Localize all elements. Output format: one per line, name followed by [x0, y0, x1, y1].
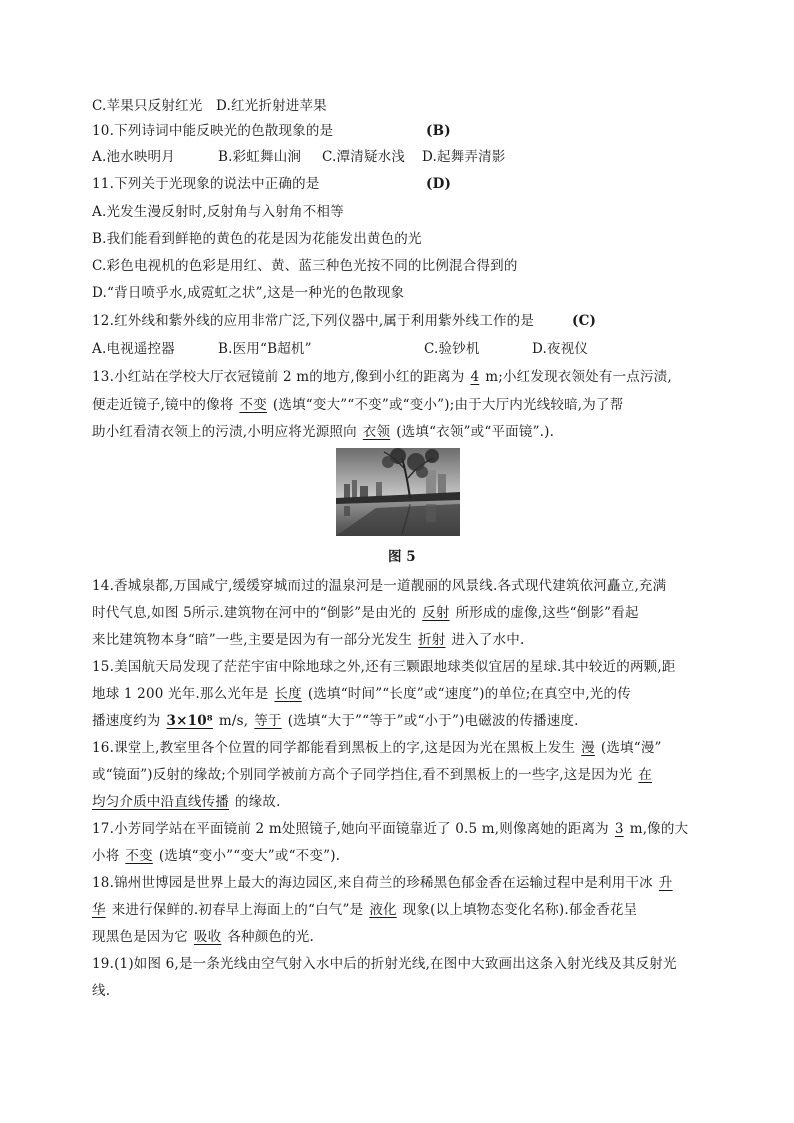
q15-line3	[92, 712, 732, 730]
q12-options	[92, 340, 732, 358]
blank-answer: 不变	[125, 848, 153, 864]
option-a: A.电视遥控器	[92, 341, 175, 357]
text: 助小红看清衣领上的污渍,小明应将光源照向	[92, 424, 357, 440]
text: (选填“衣领”或“平面镜”.).	[396, 424, 555, 440]
text: 播速度约为	[92, 713, 161, 729]
blank-answer: 液化	[369, 902, 397, 918]
river-reflection-photo	[336, 448, 460, 536]
text: 便走近镜子,镜中的像将	[92, 397, 234, 413]
text: 的缘故.	[235, 794, 281, 810]
text: 所形成的虚像,这些“倒影”看起	[455, 605, 639, 621]
blank-answer: 4	[470, 369, 480, 385]
blank-answer: 反射	[422, 605, 450, 621]
q14-line3	[92, 631, 732, 649]
q16-line1	[92, 739, 732, 757]
blank-answer: 漫	[581, 740, 595, 756]
q18-line1	[92, 874, 732, 892]
q13-line2	[92, 396, 732, 414]
q11-option-b: B.我们能看到鲜艳的黄色的花是因为花能发出黄色的光	[92, 231, 422, 247]
blank-answer: 长度	[274, 686, 302, 702]
option-c: C.潭清疑水浅	[322, 149, 406, 165]
q11-option-c: C.彩色电视机的色彩是用红、黄、蓝三种色光按不同的比例混合得到的	[92, 258, 518, 274]
text: 时代气息,如图 5所示.建筑物在河中的“倒影”是由光的	[92, 605, 417, 621]
blank-answer: 华	[92, 902, 106, 918]
text: (选填“变小”“变大”或“不变”).	[158, 848, 341, 864]
option-d: D.红光折射进苹果	[215, 98, 327, 114]
q16-line3	[92, 793, 732, 811]
text: 16.课堂上,教室里各个位置的同学都能看到黑板上的字,这是因为光在黑板上发生	[92, 740, 576, 756]
blank-answer: 衣领	[362, 424, 391, 440]
q14-line1: 14.香城泉都,万国咸宁,缓缓穿城而过的温泉河是一道靓丽的风景线.各式现代建筑依河矗立,充满	[92, 578, 667, 594]
q17-line1	[92, 820, 732, 838]
blank-answer: 升	[658, 875, 673, 891]
text: 现象(以上填物态变化名称).郁金香花呈	[402, 902, 638, 918]
text: 现黑色是因为它	[92, 929, 188, 945]
q10-options	[92, 148, 732, 166]
photo-graphic	[336, 448, 460, 536]
blank-answer: 3×10⁸	[166, 713, 213, 729]
blank-answer: 吸收	[193, 929, 222, 945]
option-a: A.池水映明月	[92, 149, 175, 165]
option-c: C.验钞机	[424, 341, 480, 357]
q13-line1	[92, 368, 732, 386]
text: (选填“时间”“长度”或“速度”)的单位;在真空中,光的传	[307, 686, 631, 702]
blank-answer: 均匀介质中沿直线传播	[92, 794, 229, 810]
q19-line2: 线.	[92, 983, 111, 999]
text: 或“镜面”)反射的缘故;个别同学被前方高个子同学挡住,看不到黑板上的一些字,这是因为光	[92, 767, 633, 783]
q9-options-cd	[92, 97, 732, 115]
question-text: 10.下列诗词中能反映光的色散现象的是	[92, 123, 334, 139]
text: m;小红发现衣领处有一点污渍,	[485, 369, 672, 385]
text: 各种颜色的光.	[227, 929, 315, 945]
text: 来比建筑物本身“暗”一些,主要是因为有一部分光发生	[92, 632, 413, 648]
text: (选填“大于”“等于”或“小于”)电磁波的传播速度.	[287, 713, 579, 729]
q16-line2	[92, 766, 732, 784]
option-b: B.医用“B超机”	[218, 341, 312, 357]
q17-line2	[92, 847, 732, 865]
text: (选填“变大”“不变”或“变小”);由于大厅内光线较暗,为了帮	[272, 397, 624, 413]
figure-5-caption: 图 5	[388, 549, 416, 565]
q10-stem	[92, 122, 732, 140]
text: 进入了水中.	[451, 632, 525, 648]
answer: (C)	[572, 313, 597, 329]
text: 地球 1 200 光年.那么光年是	[92, 686, 269, 702]
text: (选填“漫”	[600, 740, 662, 756]
q18-line2	[92, 901, 732, 919]
option-d: D.起舞弄清影	[422, 149, 506, 165]
blank-answer: 3	[614, 821, 624, 837]
q18-line3	[92, 928, 732, 946]
q15-line1: 15.美国航天局发现了茫茫宇宙中除地球之外,还有三颗跟地球类似宜居的星球.其中较近的两颗,距	[92, 659, 676, 675]
answer: (B)	[426, 123, 451, 139]
text: 17.小芳同学站在平面镜前 2 m处照镜子,她向平面镜靠近了 0.5 m,则像离她的距离为	[92, 821, 609, 837]
q13-line3	[92, 423, 732, 441]
question-text: 11.下列关于光现象的说法中正确的是	[92, 176, 320, 192]
q11-stem	[92, 175, 732, 193]
text: m/s,	[218, 713, 249, 729]
text: 小将	[92, 848, 120, 864]
blank-answer: 折射	[418, 632, 446, 648]
q11-option-d: D.“背日喷乎水,成霓虹之状”,这是一种光的色散现象	[92, 285, 405, 301]
text: 18.锦州世博园是世界上最大的海边园区,来自荷兰的珍稀黑色郁金香在运输过程中是利用干冰	[92, 875, 653, 891]
question-text: 12.红外线和紫外线的应用非常广泛,下列仪器中,属于利用紫外线工作的是	[92, 313, 535, 329]
option-b: B.彩虹舞山涧	[218, 149, 302, 165]
q12-stem	[92, 312, 732, 330]
answer: (D)	[426, 176, 452, 192]
blank-answer: 在	[638, 767, 653, 783]
text: m,像的大	[629, 821, 689, 837]
option-c: C.苹果只反射红光	[92, 98, 203, 114]
text: 13.小红站在学校大厅衣冠镜前 2 m的地方,像到小红的距离为	[92, 369, 465, 385]
q15-line2	[92, 685, 732, 703]
blank-answer: 不变	[239, 397, 267, 413]
q11-option-a: A.光发生漫反射时,反射角与入射角不相等	[92, 204, 344, 220]
option-d: D.夜视仪	[532, 341, 589, 357]
blank-answer: 等于	[254, 713, 282, 729]
q14-line2	[92, 604, 732, 622]
text: 来进行保鲜的.初春早上海面上的“白气”是	[111, 902, 364, 918]
q19-line1: 19.(1)如图 6,是一条光线由空气射入水中后的折射光线,在图中大致画出这条入射光线及其反射光	[92, 956, 677, 972]
